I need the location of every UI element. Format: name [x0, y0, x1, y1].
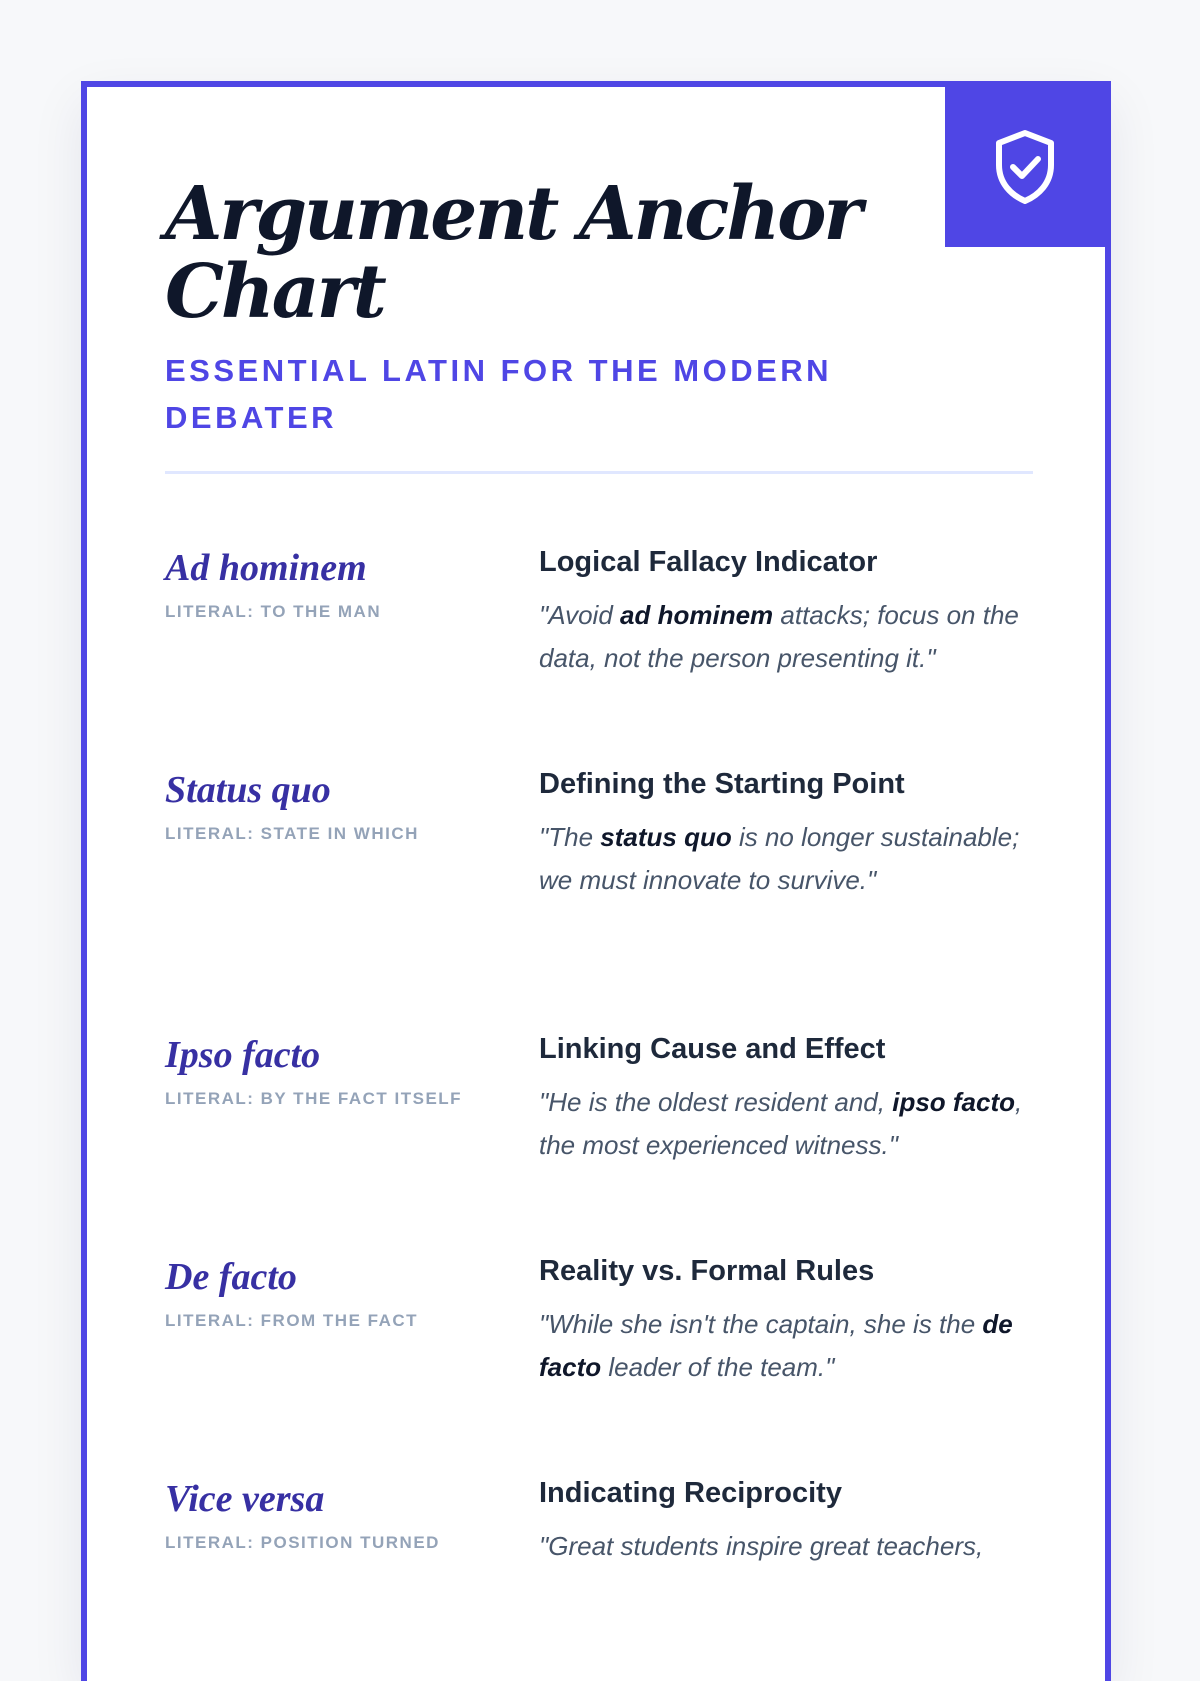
- term-literal: LITERAL: POSITION TURNED: [165, 1533, 440, 1552]
- example-text: "The: [539, 822, 601, 852]
- term-row: [165, 544, 1033, 766]
- example-term: ipso facto: [892, 1087, 1016, 1117]
- term-example: [539, 594, 1033, 680]
- term-example: [539, 816, 1033, 902]
- term-name: De facto: [165, 1256, 297, 1298]
- term-heading: Indicating Reciprocity: [539, 1477, 842, 1509]
- term-heading: Reality vs. Formal Rules: [539, 1255, 875, 1287]
- term-name: Status quo: [165, 769, 331, 811]
- example-text: attacks; focus on the data, not the person presenting it.": [539, 600, 1019, 673]
- example-text: leader of the team.": [601, 1352, 835, 1382]
- term-literal: LITERAL: BY THE FACT ITSELF: [165, 1089, 463, 1108]
- page-title: Argument Anchor Chart: [165, 171, 860, 335]
- term-list: [165, 544, 1033, 1568]
- example-text: "Avoid: [539, 600, 621, 630]
- example-text: "He is the oldest resident and,: [539, 1087, 893, 1117]
- term-row: [165, 1031, 1033, 1253]
- term-example: [539, 1081, 1033, 1167]
- term-example: [539, 1303, 1033, 1389]
- term-heading: Defining the Starting Point: [539, 768, 905, 800]
- example-text: "Great students inspire great teachers,: [539, 1531, 984, 1561]
- term-literal: LITERAL: FROM THE FACT: [165, 1311, 419, 1330]
- term-name: Ad hominem: [165, 547, 367, 589]
- term-row: [165, 1253, 1033, 1475]
- example-term: de facto: [539, 1309, 1013, 1382]
- term-literal: LITERAL: TO THE MAN: [165, 602, 382, 621]
- term-literal: LITERAL: STATE IN WHICH: [165, 824, 419, 843]
- example-text: is no longer sustainable; we must innovate to survive.": [539, 822, 1020, 895]
- anchor-chart-card: [81, 81, 1111, 1681]
- term-row: [165, 766, 1033, 1031]
- page-subtitle: ESSENTIAL LATIN FOR THE MODERN DEBATER: [165, 353, 833, 435]
- term-name: Vice versa: [165, 1478, 325, 1520]
- example-text: "While she isn't the captain, she is the: [539, 1309, 983, 1339]
- term-heading: Linking Cause and Effect: [539, 1033, 886, 1065]
- term-example: [539, 1525, 1033, 1568]
- term-row: [165, 1475, 1033, 1568]
- example-text: , the most experienced witness.": [539, 1087, 1023, 1160]
- example-term: ad hominem: [620, 600, 774, 630]
- header-divider: [165, 471, 1033, 474]
- example-term: status quo: [600, 822, 732, 852]
- term-heading: Logical Fallacy Indicator: [539, 546, 878, 578]
- term-name: Ipso facto: [165, 1034, 321, 1076]
